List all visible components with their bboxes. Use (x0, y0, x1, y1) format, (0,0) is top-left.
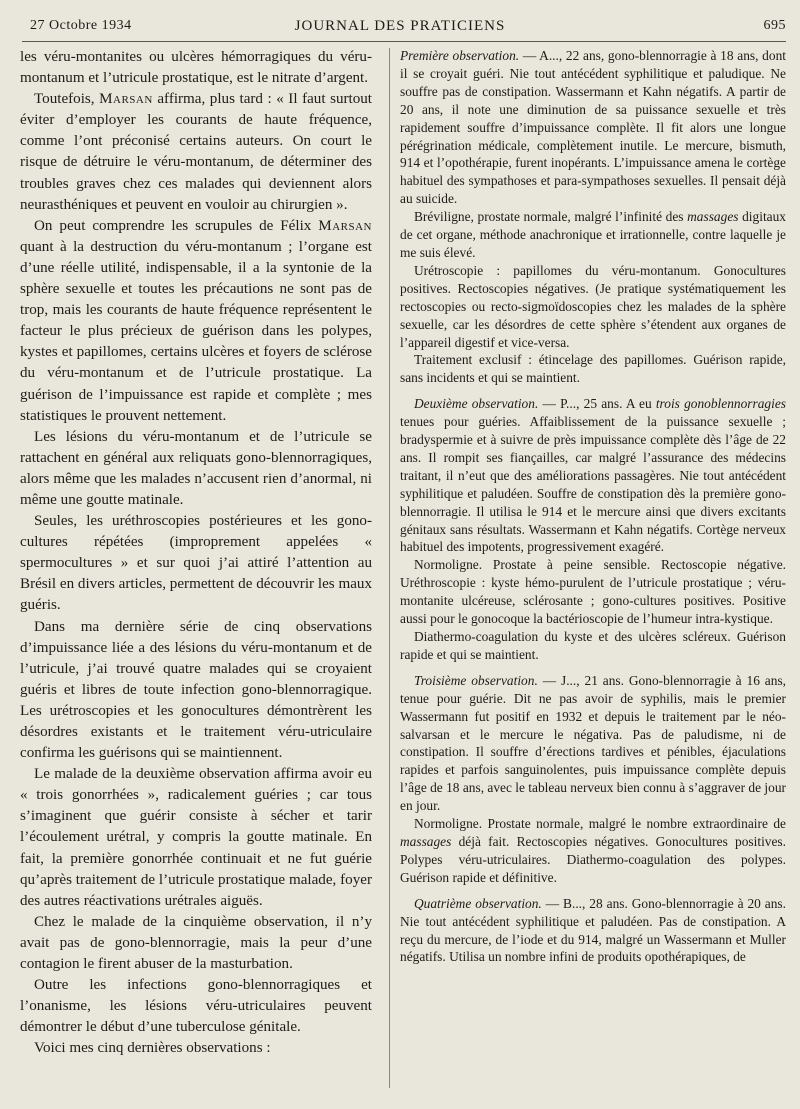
paragraph: Diathermo-coagulation du kyste et des ulcères scléreux. Guérison rapide et qui se maintient. (400, 629, 786, 662)
column-divider (389, 48, 390, 1088)
paragraph: Seules, les uréthroscopies postérieures et les gono-cultures répétées (improprement appelées « spermocultures » et sur quoi j’ai attiré l’attention au Brésil en divers articles, permettent de découvrir les maux guéris. (20, 513, 372, 614)
observation-1: Première observation. — A..., 22 ans, gono-blennorragie à 18 ans, dont il se croyait guéri. Nie tout antécédent syphilitique et paludique. Ne souffre pas de constipation. Wassermann et Kahn négatifs. A partir de 20 ans, il note une diminution de sa puissance sexuelle et très rapidement souffre d’impuissance complète. Il fit alors une longue pérégrination médicale, complètement inutile. Le mercure, bismuth, 914 et l’opothérapie, furent inopérants. L’impuissance amena le cortège habituel des sympathoses et para-sympathoses sexuelles. Il pensait déjà au suicide. (400, 48, 786, 207)
paragraph: Traitement exclusif : étincelage des papillomes. Guérison rapide, sans incidents et qui se maintient. (400, 352, 786, 386)
right-column (400, 47, 786, 966)
paragraph: Urétroscopie : papillomes du véru-montanum. Gonocultures positives. Rectoscopies négatives. (Je pratique systématiquement les rectoscopies ou recto-sigmoïdoscopies chez les malades de la sphère sexuelle, car les désordres de cette sphère s’étendent aux organes de l’appareil digestif et vice-versa. (400, 262, 786, 350)
observation-title: Première observation. (400, 48, 520, 63)
paragraph: On peut comprendre les scrupules de Félix Marsan quant à la destruction du véru-montanum ; l’organe est d’une réelle utilité, indispensable, il a la syntonie de la sphère sexuelle et toutes les précautions ne sont pas de trop, mais les courants de haute fréquence représentent le facteur le plus précieux de guérison dans les polypes, kystes et papillomes, certains ulcères et foyers de sclérose du véru-montanum et de l’utricule prostatique. La guérison de l’impuissance est rapide et complète ; mes statistiques le prouvent nettement. (20, 217, 372, 424)
paragraph: Normoligne. Prostate à peine sensible. Rectoscopie négative. Uréthroscopie : kyste hémo-purulent de l’utricule prostatique ; véru-montanite ulcéreuse, sclérosante ; gono-cultures positives. Positive aussi pour le gonocoque la bactérioscopie de l’humeur intra-kystique. (400, 557, 786, 627)
journal-title: JOURNAL DES PRATICIENS (294, 18, 506, 34)
paragraph: Dans ma dernière série de cinq observations d’impuissance liée a des lésions du véru-montanum et de l’utricule, j’ai trouvé quatre malades qui se croyaient guéris et libres de toute infection gono-blennorragique. Les urétroscopies et les gonocultures démontrèrent les désordres existants et le traitement véru-utriculaire confirma les guérisons qui se maintiennent. (20, 618, 372, 762)
paragraph: Toutefois, Marsan affirma, plus tard : « Il faut surtout éviter d’employer les courants de haute fréquence, comme l’ont préconisé certains auteurs. On court le risque de détruire le véru-montanum, de déterminer des troubles graves chez ces malades qui deviennent alors neurasthéniques et peuvent en vouloir au chirurgien ». (20, 91, 372, 213)
header-rule (22, 41, 786, 42)
paragraph: Bréviligne, prostate normale, malgré l’infinité des massages digitaux de cet organe, méthode anachronique et irrationnelle, contre laquelle je me suis élevé. (400, 209, 786, 260)
paragraph: Chez le malade de la cinquième observation, il n’y avait pas de gono-blennorragie, mais la peur d’une contagion le firent abuser de la masturbation. (20, 913, 372, 973)
issue-date: 27 Octobre 1934 (30, 18, 132, 33)
paragraph: Voici mes cinq dernières observations : (34, 1040, 271, 1057)
left-column (20, 47, 372, 1060)
observation-title: Deuxième observation. (414, 396, 539, 412)
paragraph: Outre les infections gono-blennorragiques et l’onanisme, les lésions véru-utriculaires peuvent démontrer le début d’une tuberculose génitale. (20, 977, 372, 1036)
page-number: 695 (763, 18, 786, 33)
author-name: Marsan (99, 91, 153, 108)
paragraph: Le malade de la deuxième observation affirma avoir eu « trois gonorrhées », radicalement guéries ; car tous s’imaginent que guérir consiste à sécher et tarir l’écoulement urétral, y compris la goutte matinale. En fait, la première gonorrhée continuait et ne fut guérie qu’après traitement de l’utricule prostatique malade, foyer des autres réactivations urétrales aiguës. (20, 766, 372, 909)
paragraph: les véru-montanites ou ulcères hémorragiques du véru-montanum et l’utricule prostatique, est le nitrate d’argent. (20, 49, 372, 87)
author-name: Marsan (318, 217, 372, 234)
running-header (0, 0, 800, 40)
observation-title: Troisième observation. (414, 672, 538, 688)
paragraph: Les lésions du véru-montanum et de l’utricule se rattachent en général aux reliquats gono-blennorragiques, alors même que les malades n’accusent rien d’anormal, ni même une goutte matinale. (20, 428, 372, 508)
observation-3: Troisième observation. — J..., 21 ans. Gono-blennorragie à 16 ans, tenue pour guérie. Dit ne pas avoir de syphilis, mais le premier Wassermann fut positif en 1932 et depuis le traitement par le néo-salvarsan et le mercure le négativa. Pas de paludisme, ni de constipation. Il souffre d’érections tardives et pénibles, éjaculations rapides et parfois sanguinolentes, puis impuissance complète depuis l’âge de 18 ans, avec le tableau nerveux bien connu à s’aggraver de jour en jour. (400, 672, 786, 814)
observation-2: Deuxième observation. — P..., 25 ans. A eu trois gonoblennorragies tenues pour guéries. Affaiblissement de la puissance sexuelle ; bradyspermie et à suivre de près impuissance complète dès l’âge de 22 ans. Il rompit ses fiançailles, car malgré l’assurance des médecins traitant, il n’eut que des améliorations passagères. Nie tout antécédent syphilitique et paludéen. Souffre de constipation dès la première gono-blennorragie. Il utilisa le 914 et le mercure ainsi que divers excitants génitaux sans résultats. Wassermann et Kahn négatifs. Cortège nerveux habituel des impotents, progressivement exagéré. (400, 396, 786, 555)
observation-title: Quatrième observation. (414, 895, 542, 911)
paragraph: Normoligne. Prostate normale, malgré le nombre extraordinaire de massages déjà fait. Rectoscopies négatives. Gonocultures positives. Polypes véru-utriculaires. Diathermo-coagulation des polypes. Guérison rapide et définitive. (400, 816, 786, 885)
observation-4: Quatrième observation. — B..., 28 ans. Gono-blennorragie à 20 ans. Nie tout antécédent syphilitique et paludéen. Pas de constipation. A reçu du mercure, de l’iode et du 914, malgré un Wassermann et Muller négatifs. Utilisa un nombre infini de produits opothérapiques, de (400, 895, 786, 965)
